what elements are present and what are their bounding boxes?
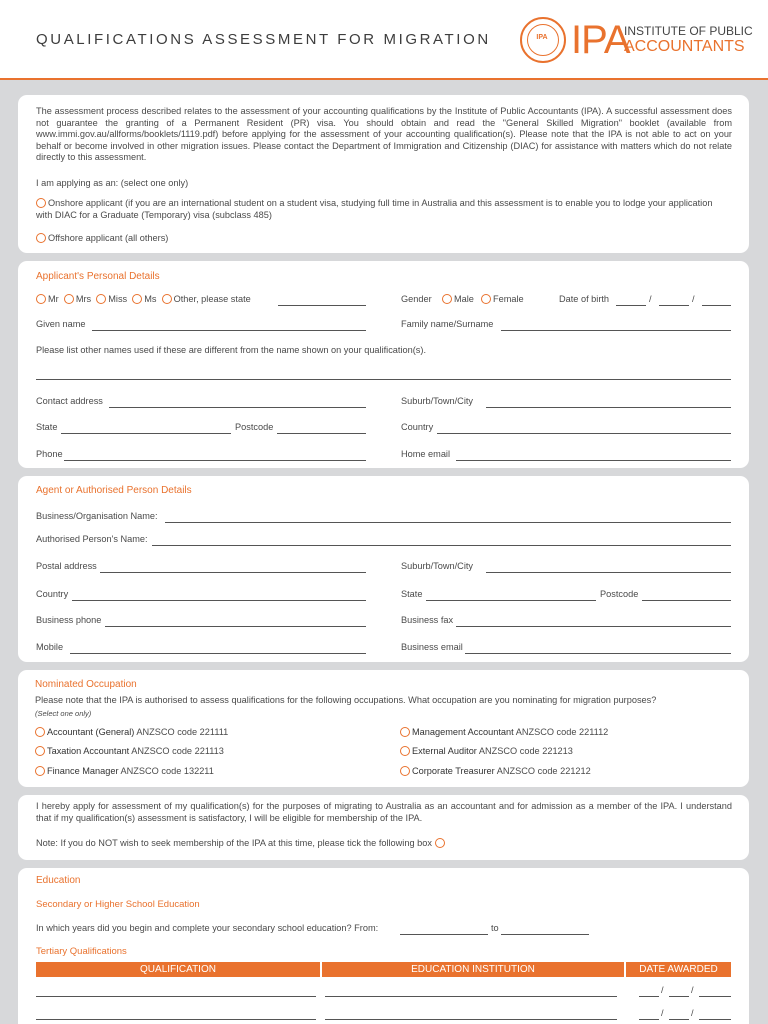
business-email-label: Business email: [401, 642, 463, 652]
secondary-to-field[interactable]: [501, 934, 589, 935]
suburb-field[interactable]: [486, 407, 731, 408]
home-email-label: Home email: [401, 449, 451, 459]
date-year-field[interactable]: [699, 996, 731, 997]
occupation-corporate-treasurer[interactable]: Corporate Treasurer ANZSCO code 221212: [400, 766, 591, 776]
gender-male[interactable]: Male: [442, 294, 474, 304]
institution-field[interactable]: [325, 1019, 617, 1020]
state-label: State: [36, 422, 58, 432]
agent-suburb-field[interactable]: [486, 572, 731, 573]
agent-details-panel: [18, 476, 749, 662]
agent-postcode-field[interactable]: [642, 600, 731, 601]
applying-as-label: I am applying as an: (select one only): [36, 178, 189, 188]
agent-postcode-label: Postcode: [600, 589, 639, 599]
qualification-field[interactable]: [36, 996, 316, 997]
business-name-field[interactable]: [165, 522, 731, 523]
logo-line-1: INSTITUTE OF PUBLIC: [624, 24, 753, 38]
tertiary-heading: Tertiary Qualifications: [36, 946, 127, 957]
logo-wordmark: IPA: [571, 18, 630, 62]
membership-text: I hereby apply for assessment of my qualification(s) for the purposes of migrating to Australia as an accountant and for admission as a member of the IPA. I understand that if my qualification(s) assessment is satisfactory, I will be eligible for membership of the IPA.: [36, 801, 732, 823]
personal-details-panel: Applicant's Personal Details Mr Mrs Miss Ms Other, please state Gender Male Female Date of birth / / Given name Family name/Surname Please list other names used if these are different from the name shown on your qualification(s). Contact address Suburb/Town/City State Postcode Country Phone Home email: [18, 261, 749, 468]
business-name-label: Business/Organisation Name:: [36, 511, 158, 521]
section-heading: Applicant's Personal Details: [36, 271, 160, 282]
column-qualification: QUALIFICATION: [36, 962, 320, 977]
offshore-radio[interactable]: [36, 233, 46, 243]
onshore-radio[interactable]: [36, 198, 46, 208]
other-names-field[interactable]: [36, 379, 731, 380]
agent-state-field[interactable]: [426, 600, 596, 601]
business-phone-field[interactable]: [105, 626, 366, 627]
column-institution: EDUCATION INSTITUTION: [322, 962, 624, 977]
business-fax-field[interactable]: [456, 626, 731, 627]
dob-label: Date of birth: [559, 294, 610, 304]
ipa-seal-icon: IPA: [520, 17, 566, 63]
title-mrs[interactable]: Mrs: [64, 294, 91, 304]
page-header: [0, 0, 768, 80]
postal-address-label: Postal address: [36, 561, 97, 571]
date-month-field[interactable]: [669, 1019, 689, 1020]
authorised-name-field[interactable]: [152, 545, 731, 546]
ipa-logo: [520, 17, 760, 65]
form-title: QUALIFICATIONS ASSESSMENT FOR MIGRATION: [36, 31, 491, 48]
agent-country-field[interactable]: [72, 600, 366, 601]
gender-label: Gender: [401, 294, 432, 304]
title-other[interactable]: Other, please state: [162, 294, 251, 304]
mobile-field[interactable]: [70, 653, 366, 654]
intro-panel: [18, 95, 749, 253]
agent-state-label: State: [401, 589, 423, 599]
dob-year-field[interactable]: [702, 305, 731, 306]
date-month-field[interactable]: [669, 996, 689, 997]
secondary-heading: Secondary or Higher School Education: [36, 899, 200, 910]
section-heading: Agent or Authorised Person Details: [36, 485, 192, 496]
membership-panel: [18, 795, 749, 860]
title-ms[interactable]: Ms: [132, 294, 156, 304]
home-email-field[interactable]: [456, 460, 731, 461]
other-names-label: Please list other names used if these are different from the name shown on your qualification(s).: [36, 345, 426, 355]
phone-label: Phone: [36, 449, 63, 459]
membership-optout: [36, 838, 447, 848]
suburb-label: Suburb/Town/City: [401, 396, 474, 406]
given-name-label: Given name: [36, 319, 86, 329]
mobile-label: Mobile: [36, 642, 64, 652]
business-email-field[interactable]: [465, 653, 731, 654]
title-miss[interactable]: Miss: [96, 294, 127, 304]
occupation-intro: Please note that the IPA is authorised to assess qualifications for the following occupations. What occupation are you nominating for migration purposes?: [35, 695, 657, 705]
occupation-management-accountant[interactable]: Management Accountant ANZSCO code 221112: [400, 727, 608, 737]
agent-suburb-label: Suburb/Town/City: [401, 561, 474, 571]
column-date-awarded: DATE AWARDED: [626, 962, 731, 977]
agent-country-label: Country: [36, 589, 69, 599]
title-options: [36, 294, 251, 304]
membership-optout-checkbox[interactable]: [435, 838, 445, 848]
dob-day-field[interactable]: [616, 305, 646, 306]
intro-text: The assessment process described relates to the assessment of your accounting qualifications by the Institute of Public Accountants (IPA). A successful assessment does not guarantee the granting of a Permanent Resident (PR) visa. You should obtain and read the "General Skilled Migration" booklet (available from www.immi.gov.au/allforms/booklets/1119.pdf) before applying for the assessment of your accounting qualification(s). Please note that the IPA is not able to act on your behalf or become involved in other migration issues. Please contact the Department of Immigration and Citizenship (DIAC) for assistance with matters which do not relate directly to this assessment.: [36, 106, 732, 163]
date-day-field[interactable]: [639, 1019, 659, 1020]
postal-address-field[interactable]: [100, 572, 366, 573]
section-heading: Education: [36, 875, 81, 886]
section-heading: Nominated Occupation: [35, 679, 137, 690]
qualification-field[interactable]: [36, 1019, 316, 1020]
authorised-name-label: Authorised Person's Name:: [36, 534, 148, 544]
business-phone-label: Business phone: [36, 615, 102, 625]
title-other-field[interactable]: [278, 305, 366, 306]
date-day-field[interactable]: [639, 996, 659, 997]
onshore-option[interactable]: Onshore applicant (if you are an international student on a student visa, studying full time in Australia and this assessment is to enable you to lodge your application with DIAC for a Graduate (Temporary) visa (subclass 485): [36, 198, 713, 220]
occupation-taxation-accountant[interactable]: Taxation Accountant ANZSCO code 221113: [35, 746, 224, 756]
family-name-label: Family name/Surname: [401, 319, 494, 329]
phone-field[interactable]: [64, 460, 366, 461]
state-field[interactable]: [61, 433, 231, 434]
country-label: Country: [401, 422, 434, 432]
business-fax-label: Business fax: [401, 615, 454, 625]
given-name-field[interactable]: [92, 330, 366, 331]
family-name-field[interactable]: [501, 330, 731, 331]
title-mr[interactable]: Mr: [36, 294, 59, 304]
secondary-question: In which years did you begin and complete your secondary school education? From:: [36, 923, 379, 933]
date-year-field[interactable]: [699, 1019, 731, 1020]
occupation-finance-manager[interactable]: Finance Manager ANZSCO code 132211: [35, 766, 214, 776]
postcode-label: Postcode: [235, 422, 274, 432]
logo-line-2: ACCOUNTANTS: [624, 38, 745, 55]
gender-female[interactable]: Female: [481, 294, 524, 304]
dob-month-field[interactable]: [659, 305, 689, 306]
contact-address-label: Contact address: [36, 396, 103, 406]
occupation-external-auditor[interactable]: External Auditor ANZSCO code 221213: [400, 746, 573, 756]
institution-field[interactable]: [325, 996, 617, 997]
contact-address-field[interactable]: [109, 407, 366, 408]
occupation-panel: [18, 670, 749, 787]
to-label: to: [491, 923, 499, 933]
occupation-accountant-general[interactable]: Accountant (General) ANZSCO code 221111: [35, 727, 228, 737]
membership-note: Note: If you do NOT wish to seek membership of the IPA at this time, please tick the following box: [36, 838, 432, 848]
education-panel: Education Secondary or Higher School Education In which years did you begin and complete your secondary school education? From: to Tertiary Qualifications QUALIFICATION EDUCATION INSTITUTION DATE AWARDED / / / /: [18, 868, 749, 1024]
country-field[interactable]: [437, 433, 731, 434]
select-one-note: (Select one only): [35, 709, 92, 718]
secondary-from-field[interactable]: [400, 934, 488, 935]
postcode-field[interactable]: [277, 433, 366, 434]
offshore-option[interactable]: Offshore applicant (all others): [36, 233, 168, 243]
